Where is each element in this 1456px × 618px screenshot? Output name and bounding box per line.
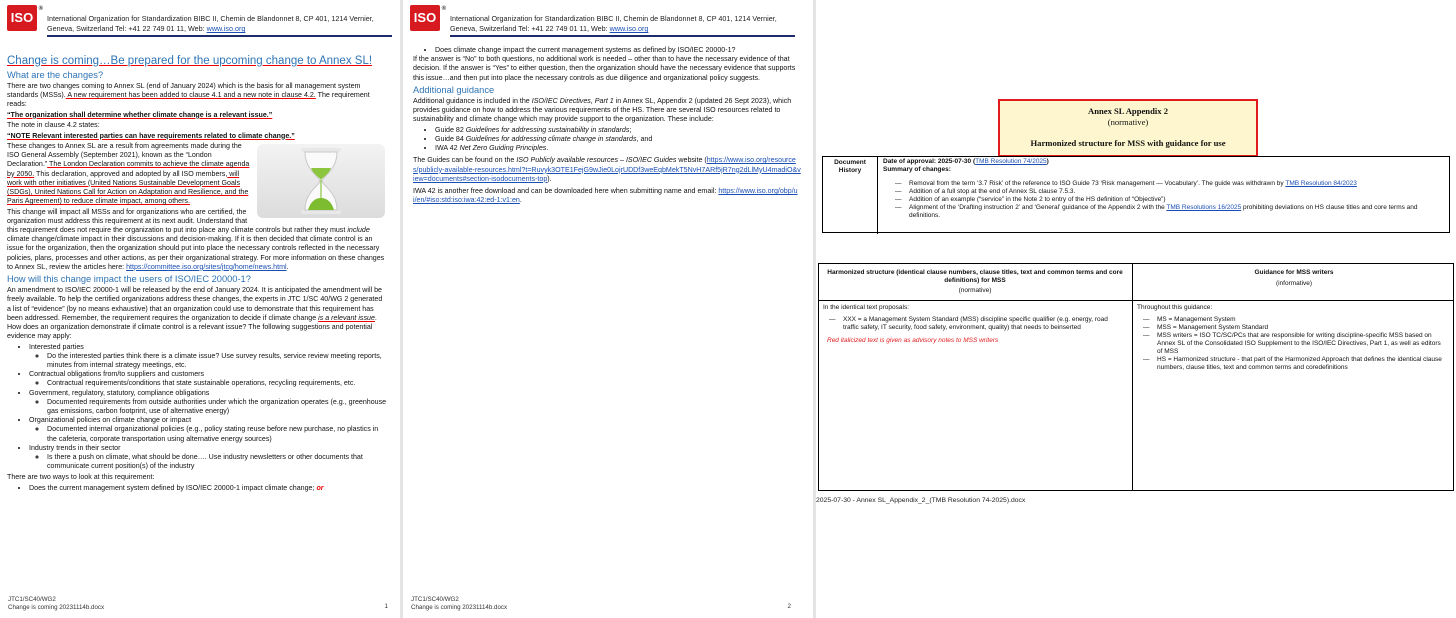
paragraph: If the answer is “No” to both questions, no additional work is needed – other than to have the necessary evidence of that decision. If the answer is “Yes” to either question, then the organization should have the necessary evidence that supports this issue…and then put into place the necessary controls as due diligence and organizational policy suggests.	[413, 55, 796, 82]
document-page-2	[403, 0, 813, 618]
tmb-resolution-link[interactable]: TMB Resolution 74/2025	[975, 158, 1047, 165]
quote-requirement: “The organization shall determine whether climate change is a relevant issue.”	[7, 110, 273, 119]
iso-logo: ISO ®	[7, 5, 37, 31]
list-item: • Interested parties ◦ Do the interested parties think there is a climate issue? Use survey results, service review meeting reports, minutes from internal strategy meetings, etc.	[29, 343, 387, 371]
document-history-table: Document History Date of approval: 2025-07-30 (TMB Resolution 74/2025) Summary of changes: — Removal from the term ‘3.7 Risk’ of the reference to ISO Guide 73 ‘Risk management — Vocabulary’. The guide was withdrawn by TMB Resolution 84/2023 — Addition of a full stop at the end of Annex SL clause 7.5.3. — Addition of an example (“service” in the Note 2 to entry of the HS definition of “Objective”) — Alignment of the ‘Drafting instruction 2’ and ‘General’ guidance of the Appendix 2 with the TMB Resolutions 16/2025 prohibiting deviations on HS clause titles and core terms and definitions.	[822, 156, 1450, 233]
list-item: — Removal from the term ‘3.7 Risk’ of the reference to ISO Guide 73 ‘Risk management — Vocabulary’. The guide was withdrawn by TMB Resolution 84/2023	[895, 180, 1445, 188]
question-list	[413, 46, 801, 55]
iso-guides-link[interactable]: https://www.iso.org/resources/publicly-available-resources.html?t=Ruvyk3OTE1FejG9wJie0LojrUDDf3weEqbMekT5NvH7ARf5jR7ng2dLlMyU4madiO&view=documents#section-isodocuments-top	[413, 156, 801, 183]
list-item: • Does climate change impact the current management systems as defined by ISO/IEC 20000-1?	[435, 46, 801, 55]
annex-title-2: Harmonized structure for MSS with guidance for use	[1030, 138, 1226, 148]
hourglass-image	[257, 144, 385, 218]
section-heading-changes: What are the changes?	[7, 70, 104, 80]
ways-list	[7, 484, 387, 493]
paragraph: There are two changes coming to Annex SL (end of January 2024) which is the basis for all management system standards (MSSs). A new requirement has been added to clause 4.1 and a new note in clause 4.2. The requirement reads:	[7, 82, 370, 109]
history-label: Document History	[823, 157, 878, 234]
harmonized-structure-table	[818, 263, 1454, 491]
list-item: • Contractual obligations from/to suppliers and customers ◦ Contractual requirements/conditions that state sustainable operations, recycling requirements, etc.	[29, 370, 387, 388]
page-body	[7, 52, 387, 493]
iso-web-link[interactable]: www.iso.org	[206, 24, 246, 33]
iwa42-link[interactable]: https://www.iso.org/obp/ui/en/#iso:std:iso:iwa:42:ed-1:v1:en	[413, 187, 798, 205]
iso-web-link[interactable]: www.iso.org	[609, 24, 649, 33]
header-rule	[47, 35, 392, 37]
page-number: 2	[787, 603, 791, 610]
iso-logo: ISO ®	[410, 5, 440, 31]
list-item: • Industry trends in their sector ◦ Is there a push on climate, what should be done…. Use industry newsletters or other documents that communicate current position(s) of the industry	[29, 444, 387, 472]
page-header: International Organization for Standardization BIBC II, Chemin de Blandonnet 8, CP 401, 1214 Vernier, Geneva, Switzerland Tel: +41 22 749 01 11, Web: www.iso.org	[450, 14, 777, 33]
annex-title: Annex SL Appendix 2	[1087, 106, 1168, 116]
column-header-informative: Guidance for MSS writers (informative)	[1254, 269, 1334, 287]
resolution-link[interactable]: TMB Resolution 84/2023	[1285, 180, 1357, 187]
list-item: • Organizational policies on climate change or impact ◦ Documented internal organizational policies (e.g., policy stating reuse before new purchase, no plastics in the cafeteria, corporate transportation using alternative energy sources)	[29, 416, 387, 444]
list-item: • Guide 84 Guidelines for addressing climate change in standards, and	[435, 135, 801, 144]
document-page-1	[0, 0, 400, 618]
quote-note: “NOTE Relevant interested parties can have requirements related to climate change.”	[7, 131, 295, 140]
document-page-3	[816, 0, 1456, 618]
page-footer: 2025-07-30 - Annex SL_Appendix_2_(TMB Resolution 74-2025).docx	[816, 497, 1026, 504]
paragraph: IWA 42 is another free download and can be downloaded here when submitting name and email: https://www.iso.org/obp/ui/en/#iso:std:iso:iwa:42:ed-1:v1:en.	[413, 187, 798, 205]
page-header: International Organization for Standardization BIBC II, Chemin de Blandonnet 8, CP 401, 1214 Vernier, Geneva, Switzerland Tel: +41 22 749 01 11, Web: www.iso.org	[47, 14, 374, 33]
paragraph: There are two ways to look at this requirement:	[7, 473, 155, 482]
header-rule	[450, 35, 795, 37]
guides-list	[413, 126, 801, 154]
list-item: • Government, regulatory, statutory, compliance obligations ◦ Documented requirements from outside authorities under which the organization operates (e.g., greenhouse gas emissions, carbon footprint, use of alternative energy)	[29, 389, 387, 417]
list-item: — Alignment of the ‘Drafting instruction 2’ and ‘General’ guidance of the Appendix 2 with the TMB Resolutions 16/2025 prohibiting deviations on HS clause titles and core terms and definitions.	[895, 204, 1445, 220]
list-item: — Addition of an example (“service” in the Note 2 to entry of the HS definition of “Objective”)	[895, 196, 1445, 204]
section-heading-guidance: Additional guidance	[413, 85, 495, 95]
evidence-list	[7, 343, 387, 472]
annex-subtitle: (normative)	[1107, 117, 1149, 127]
list-item: — Addition of a full stop at the end of Annex SL clause 7.5.3.	[895, 188, 1445, 196]
paragraph: These changes to Annex SL are a result from agreements made during the ISO General Assembly (September 2021), known as the “London Declaration.” The London Declaration commits to achieve the climate agenda by 2050. This declaration, approved and adopted by all ISO members, will work with other initiatives (United Nations Sustainable Development Goals (SDGs), United Nations Call for Action on Adaptation and Resilience, and the Paris Agreement) to reduce climate impact, among others.	[7, 141, 250, 206]
list-item: • Guide 82 Guidelines for addressing sustainability in standards;	[435, 126, 801, 135]
list-item: • Does the current management system defined by ISO/IEC 20000-1 impact climate change; or	[29, 484, 387, 493]
resolution-link[interactable]: TMB Resolutions 16/2025	[1166, 204, 1242, 211]
paragraph: The Guides can be found on the ISO Publicly available resources – ISO/IEC Guides website (https://www.iso.org/resources/publicly-available-resources.html?t=Ruvyk3OTE1FejG9wJie0LojrUDDf3weEqbMekT5NvH7ARf5jR7ng2dLlMyU4madiO&view=documents#section-isodocuments-top).	[413, 156, 801, 183]
column-header-normative: Harmonized structure (identical clause numbers, clause titles, text and common terms and core definitions) for MSS (normative)	[827, 269, 1123, 294]
section-heading-impact: How will this change impact the users of ISO/IEC 20000-1?	[7, 274, 251, 285]
annex-title-box	[998, 99, 1258, 157]
page-footer: JTC1/SC40/WG2 Change is coming 20231114b.docx 2	[411, 596, 791, 611]
committee-link[interactable]: https://committee.iso.org/sites/jtcg/home/news.html	[126, 262, 287, 271]
paragraph: The note in clause 4.2 states:	[7, 121, 100, 130]
paragraph: Additional guidance is included in the ISO/IEC Directives, Part 1 in Annex SL, Appendix 2 (updated 26 Sept 2023), which provides guidance on how to address the various requirements of the HS. There are several ISO resources related to sustainability and climate change which may provide support to the organization. These include:	[413, 97, 792, 124]
advisory-note: Red italicized text is given as advisory notes to MSS writers	[827, 337, 999, 344]
page-body	[413, 46, 801, 207]
page-title: Change is coming…Be prepared for the upcoming change to Annex SL!	[7, 55, 373, 67]
changes-list	[895, 180, 1445, 220]
paragraph: An amendment to ISO/IEC 20000-1 will be released by the end of January 2024. It is anticipated the amendment will be freely available. To help the certified organizations address these changes, the experts in JTC 1/SC 40/WG 2 generated a list of “evidence” (by no means exhaustive) that an organization could use to demonstrate that this requirement has been addressed. Remember, the requirement requires the organization to decide if climate change is a relevant issue. How does an organization demonstrate if climate control is a relevant issue? The following suggestions and potential evidence may apply:	[7, 286, 383, 341]
normative-cell: In the identical text proposals: — XXX = a Management System Standard (MSS) discipline specific qualifier (e.g. energy, road traffic safety, IT security, food safety, environment, quality) that needs to beinserted Red italicized text is given as advisory notes to MSS writers	[823, 304, 1123, 345]
page-footer: JTC1/SC40/WG2 Change is coming 20231114b.docx 1	[8, 596, 388, 611]
paragraph: This change will impact all MSSs and for organizations who are certified, the organization must address this requirement at its next audit. Understand that this requirement does not require the organization to put into place any climate controls but rather they must include climate change/climate impact in their discussions and decision-making. If it is then decided that climate control is an issue for the organization, then the organization should put into place the necessary controls reflected in the necessary policies, plans, processes and other actions, as per their organizational strategy. For more information on these changes to Annex SL, review the articles here: https://committee.iso.org/sites/jtcg/home/news.html.	[7, 207, 385, 271]
informative-cell: Throughout this guidance: — MS = Management System — MSS = Management System Standard — MSS writers = ISO TC/SC/PCs that are responsible for writing discipline-specific MSS based on Annex SL of the Consolidated ISO Supplement to the ISO/IEC Directives, Part 1, as well as editors of MSS — HS = Harmonized structure - that part of the Harmonized Approach that defines the identical clause numbers, clause titles, text and common terms and coredefinitions	[1137, 304, 1447, 372]
page-number: 1	[384, 603, 388, 610]
list-item: • IWA 42 Net Zero Guiding Principles.	[435, 144, 801, 153]
